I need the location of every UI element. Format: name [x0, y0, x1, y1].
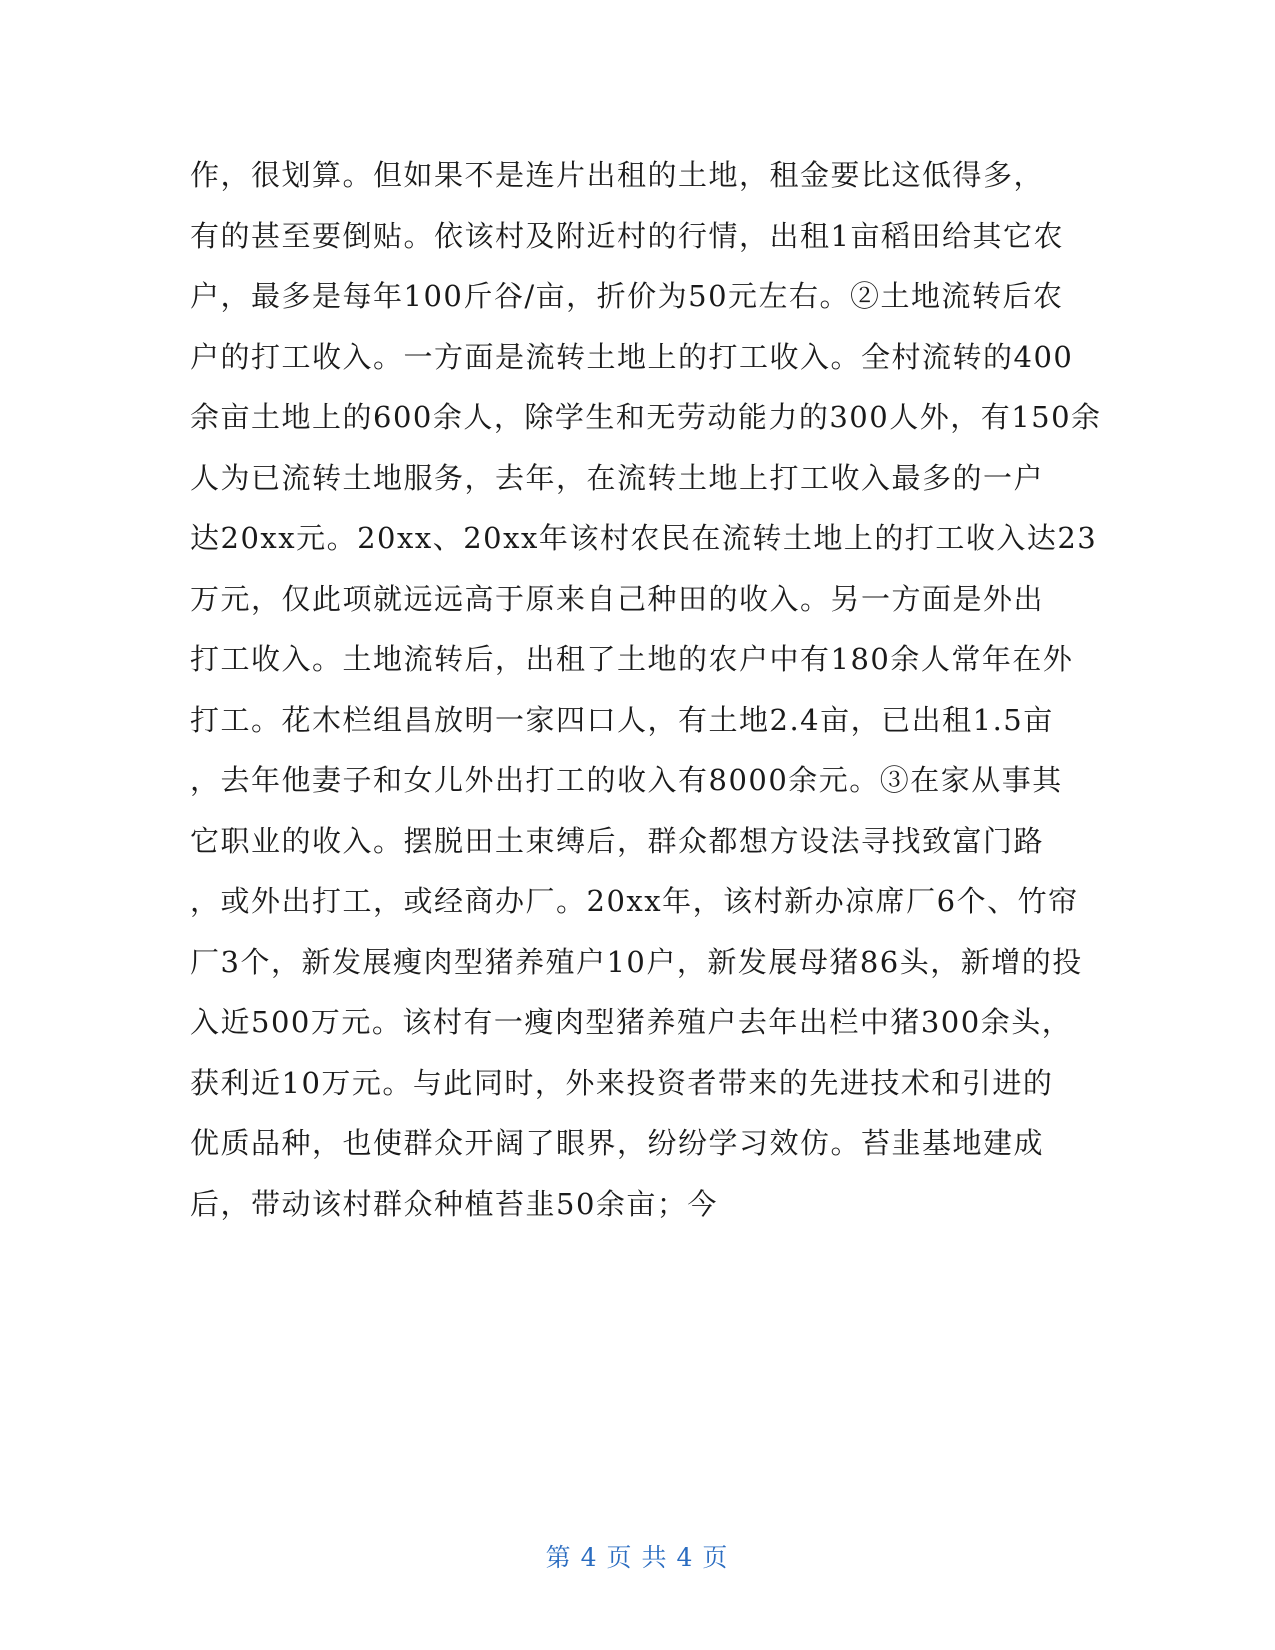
- text-line: 达20xx元。20xx、20xx年该村农民在流转土地上的打工收入达23: [190, 521, 1098, 555]
- footer-prefix: 第: [545, 1543, 573, 1572]
- footer-page-word: 页: [606, 1543, 634, 1572]
- text-line: 入近500万元。该村有一瘦肉型猪养殖户去年出栏中猪300余头，: [190, 1005, 1073, 1039]
- text-line: 户的打工收入。一方面是流转土地上的打工收入。全村流转的400: [190, 339, 1074, 374]
- text-line: 后，带动该村群众种植苔韭50余亩；今: [190, 1186, 718, 1221]
- footer-total-word: 共: [641, 1543, 669, 1572]
- page-footer: [0, 1538, 1275, 1574]
- text-line: 户，最多是每年100斤谷/亩，折价为50元左右。②土地流转后农: [190, 279, 1064, 313]
- text-line: 人为已流转土地服务，去年，在流转土地上打工收入最多的一户: [190, 460, 1045, 495]
- text-line: 打工。花木栏组昌放明一家四口人，有土地2.4亩，已出租1.5亩: [190, 702, 1054, 737]
- text-line: 它职业的收入。摆脱田土束缚后，群众都想方设法寻找致富门路: [190, 823, 1045, 858]
- text-line: ，去年他妻子和女儿外出打工的收入有8000余元。③在家从事其: [190, 763, 1063, 797]
- text-line: 打工收入。土地流转后，出租了土地的农户中有180余人常年在外: [190, 642, 1074, 676]
- footer-suffix: 页: [702, 1543, 730, 1572]
- footer-total-pages: 4: [676, 1543, 695, 1572]
- footer-current-page: 4: [580, 1543, 599, 1572]
- text-line: 余亩土地上的600余人，除学生和无劳动能力的300人外，有150余: [190, 400, 1102, 434]
- text-line: 获利近10万元。与此同时，外来投资者带来的先进技术和引进的: [190, 1065, 1054, 1100]
- text-line: 优质品种，也使群众开阔了眼界，纷纷学习效仿。苔韭基地建成: [190, 1126, 1045, 1160]
- body-text: [190, 145, 1102, 1234]
- text-line: 有的甚至要倒贴。依该村及附近村的行情，出租1亩稻田给其它农: [190, 218, 1064, 253]
- text-line: ，或外出打工，或经商办厂。20xx年，该村新办凉席厂6个、竹帘: [190, 884, 1079, 918]
- text-line: 作，很划算。但如果不是连片出租的土地，租金要比这低得多，: [190, 158, 1045, 192]
- text-line: 万元，仅此项就远远高于原来自己种田的收入。另一方面是外出: [190, 581, 1045, 616]
- text-line: 厂3个，新发展瘦肉型猪养殖户10户，新发展母猪86头，新增的投: [190, 944, 1083, 979]
